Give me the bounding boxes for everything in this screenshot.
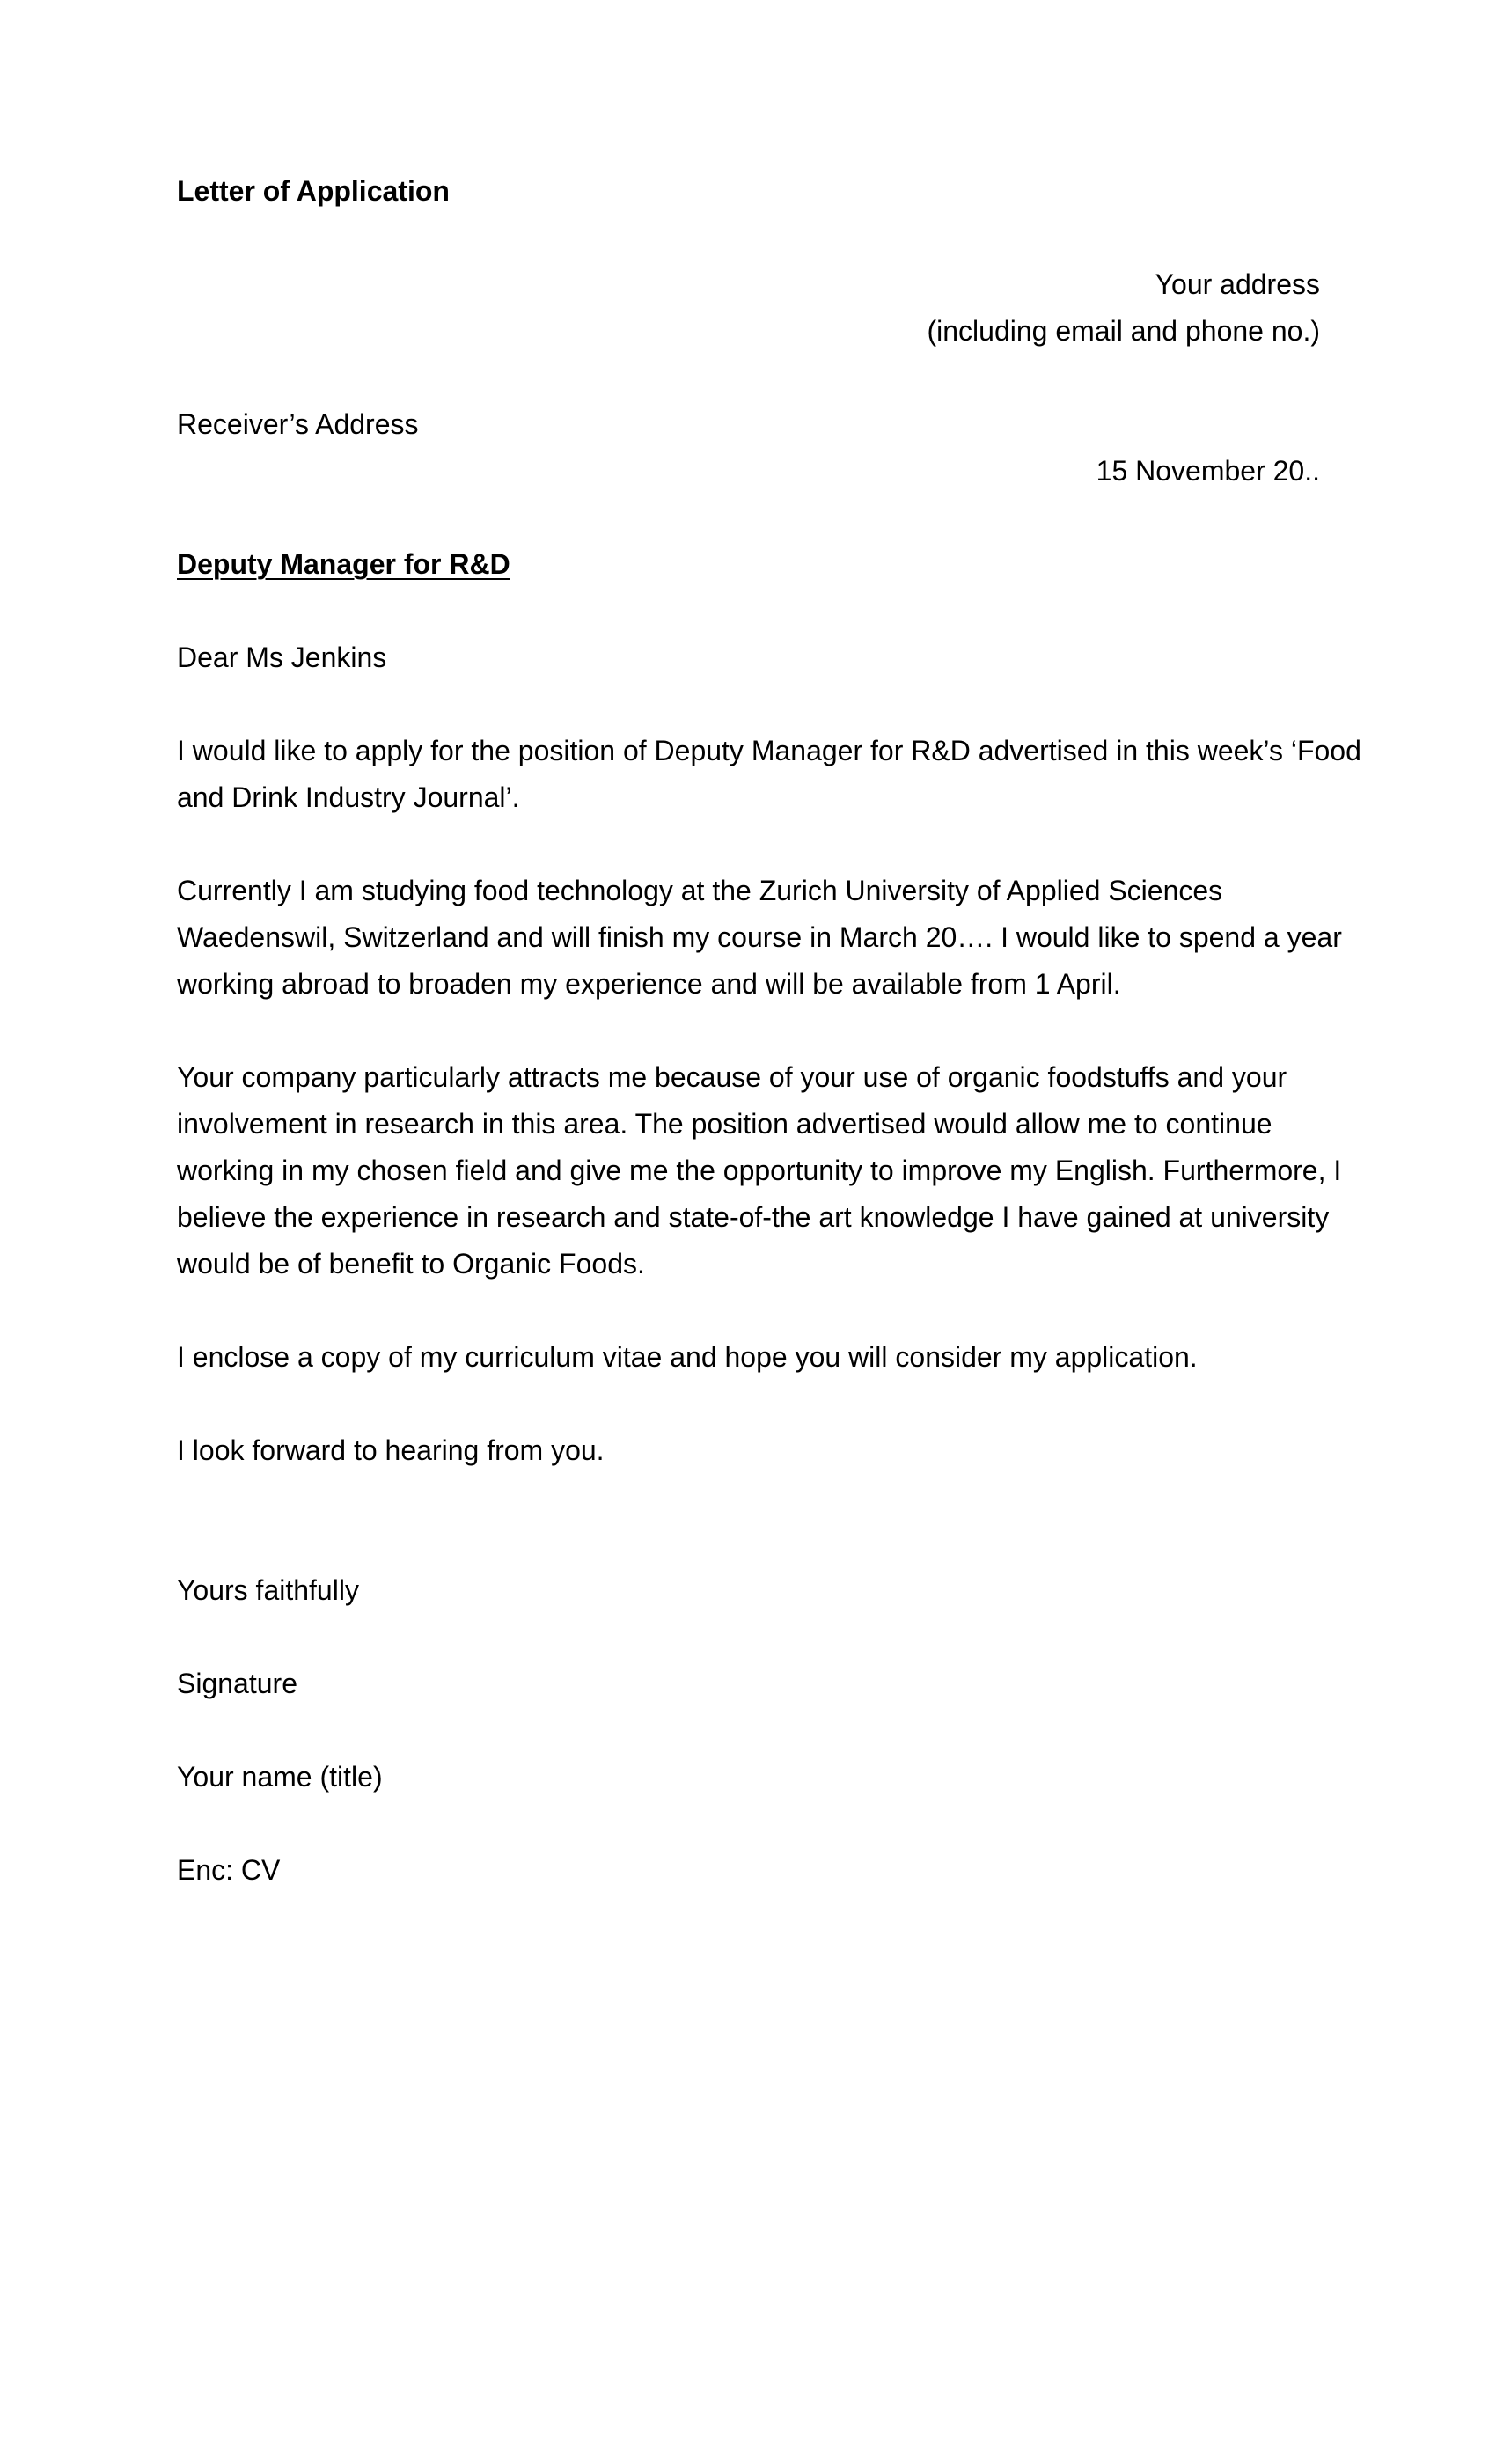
letter-date: 15 November 20.. — [1096, 455, 1320, 487]
letter-subject: Deputy Manager for R&D — [177, 548, 510, 580]
sender-address-line-1: Your address — [1155, 268, 1320, 300]
paragraph-2-line-3: working abroad to broaden my experience and will be available from 1 April. — [177, 968, 1121, 1000]
letter-heading: Letter of Application — [177, 175, 450, 207]
paragraph-4-line-1: I enclose a copy of my curriculum vitae and hope you will consider my application. — [177, 1341, 1198, 1373]
paragraph-5-line-1: I look forward to hearing from you. — [177, 1434, 605, 1466]
paragraph-3-line-4: believe the experience in research and state-of-the art knowledge I have gained at university — [177, 1201, 1330, 1233]
sender-name: Your name (title) — [177, 1761, 383, 1793]
paragraph-3-line-2: involvement in research in this area. The position advertised would allow me to continue — [177, 1108, 1272, 1140]
sender-address-line-2: (including email and phone no.) — [927, 315, 1320, 347]
paragraph-2-line-2: Waedenswil, Switzerland and will finish my course in March 20…. I would like to spend a year — [177, 921, 1342, 953]
paragraph-3-line-3: working in my chosen field and give me the opportunity to improve my English. Furthermore, I — [177, 1155, 1342, 1186]
paragraph-1-line-1: I would like to apply for the position of Deputy Manager for R&D advertised in this week’s ‘Food — [177, 735, 1361, 766]
paragraph-1-line-2: and Drink Industry Journal’. — [177, 781, 520, 813]
receiver-address: Receiver’s Address — [177, 408, 419, 440]
paragraph-3-line-1: Your company particularly attracts me because of your use of organic foodstuffs and your — [177, 1061, 1287, 1093]
paragraph-2-line-1: Currently I am studying food technology at the Zurich University of Applied Sciences — [177, 875, 1223, 906]
closing: Yours faithfully — [177, 1574, 359, 1606]
salutation: Dear Ms Jenkins — [177, 642, 387, 673]
enclosure: Enc: CV — [177, 1854, 281, 1886]
paragraph-3-line-5: would be of benefit to Organic Foods. — [177, 1248, 645, 1280]
signature: Signature — [177, 1668, 297, 1699]
